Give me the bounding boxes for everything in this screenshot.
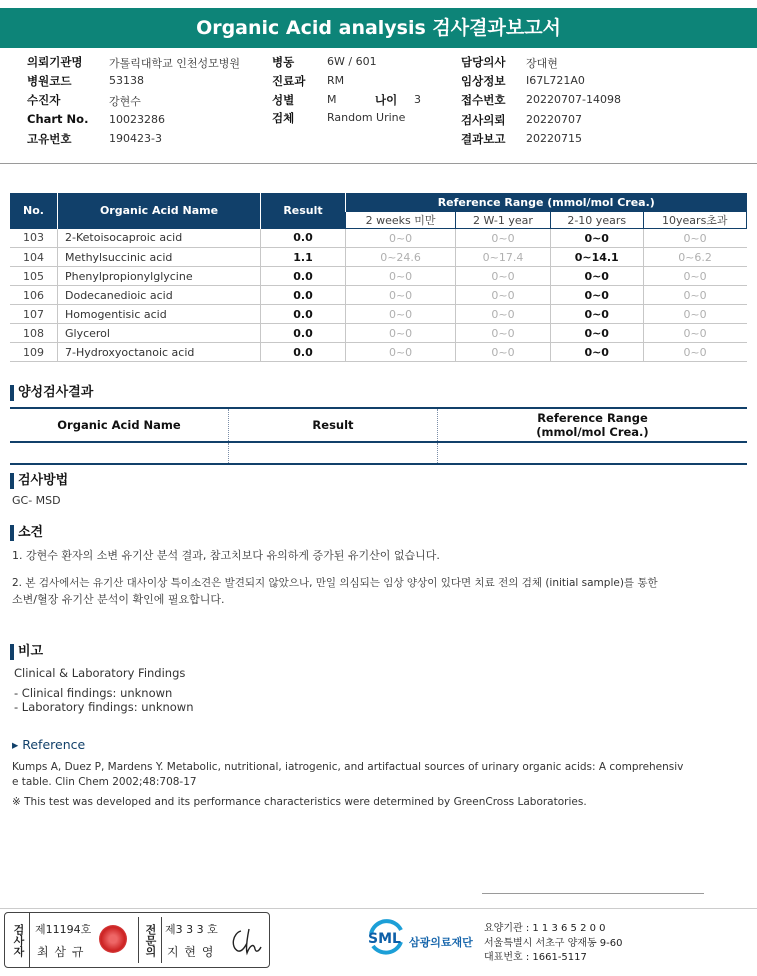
signature-icon (227, 925, 263, 957)
result-value: 0.0 (261, 343, 346, 362)
reference-range: 0~0 (643, 267, 746, 286)
acid-name: Dodecanedioic acid (58, 286, 261, 305)
reference-range: 0~0 (456, 343, 551, 362)
positive-heading (10, 381, 93, 401)
reference-range: 0~0 (346, 305, 456, 324)
logo-org-name: 삼광의료재단 (409, 936, 473, 949)
reference-range: 0~0 (643, 305, 746, 324)
reference-range: 0~0 (456, 324, 551, 343)
reference-range: 0~0 (456, 267, 551, 286)
reference-range: 0~24.6 (346, 248, 456, 267)
positive-heading-text: 양성검사결과 (18, 385, 94, 400)
col-result: Result (261, 193, 346, 229)
reference-range: 0~0 (346, 267, 456, 286)
col3-label: 검사의뢰 (461, 113, 506, 127)
col1-label: 수진자 (27, 93, 61, 107)
footer-divider (482, 893, 704, 894)
table-row (10, 305, 747, 324)
age-label: 나이 (375, 93, 398, 107)
reference-heading: ▸ Reference (12, 737, 86, 752)
col3-value: 20220707-14098 (526, 93, 621, 106)
acid-name: 2-Ketoisocaproic acid (58, 229, 261, 248)
tester-divider (29, 913, 30, 967)
remarks-heading (10, 640, 43, 660)
method-heading-text: 검사방법 (18, 473, 69, 488)
reference-range: 0~0 (643, 229, 746, 248)
reference-range: 0~17.4 (456, 248, 551, 267)
org-address: 서울특별시 서초구 양재동 9-60 (484, 938, 623, 949)
ref-age-group: 2 W-1 year (456, 212, 551, 229)
reference-line-2: e table. Clin Chem 2002;48:708-17 (12, 776, 197, 788)
pos-col-ref-line2: (mmol/mol Crea.) (536, 425, 649, 439)
reference-range: 0~0 (550, 229, 643, 248)
col3-value: 20220707 (526, 113, 582, 126)
acid-name: Homogentisic acid (58, 305, 261, 324)
result-value: 0.0 (261, 267, 346, 286)
col1-label: 고유번호 (27, 132, 72, 146)
ref-age-group: 10years초과 (643, 212, 746, 229)
col-reference: Reference Range (mmol/mol Crea.) (346, 193, 747, 212)
section-marker (10, 473, 14, 489)
col2-value: Random Urine (327, 111, 406, 124)
col2-value: 6W / 601 (327, 55, 377, 68)
remarks-line-3: - Laboratory findings: unknown (14, 700, 194, 714)
reference-range: 0~6.2 (643, 248, 746, 267)
reference-range: 0~0 (550, 324, 643, 343)
specialist-license: 제3 3 3 호 (165, 923, 218, 936)
pos-empty-cell (10, 442, 229, 464)
table-row (10, 267, 747, 286)
col1-value: 53138 (109, 74, 144, 87)
signature-box (4, 912, 270, 968)
findings-heading (10, 521, 43, 541)
reference-range: 0~0 (346, 229, 456, 248)
reference-range: 0~0 (550, 343, 643, 362)
method-heading (10, 469, 68, 489)
remarks-line-2: - Clinical findings: unknown (14, 686, 173, 700)
reference-range: 0~0 (643, 324, 746, 343)
reference-range: 0~0 (456, 229, 551, 248)
findings-line-2a: 2. 본 검사에서는 유기산 대사이상 특이소견은 발견되지 않았으나, 만일 의심되는 임상 양상이 있다면 치료 전의 검체 (initial sample)를 통한 (12, 577, 658, 589)
reference-range: 0~0 (643, 286, 746, 305)
reference-range: 0~0 (550, 267, 643, 286)
acid-name: Methylsuccinic acid (58, 248, 261, 267)
row-number: 104 (10, 248, 58, 267)
findings-line-2b: 소변/혈장 유기산 분석이 확인에 필요합니다. (12, 593, 225, 606)
org-code: 요양기관 : 1 1 3 6 5 2 0 0 (484, 923, 606, 934)
acid-name: 7-Hydroxyoctanoic acid (58, 343, 261, 362)
positive-table (10, 407, 747, 465)
row-number: 109 (10, 343, 58, 362)
reference-range: 0~0 (346, 343, 456, 362)
findings-line-1: 1. 강현수 환자의 소변 유기산 분석 결과, 참고치보다 유의하게 증가된 유기산이 없습니다. (12, 549, 440, 562)
col1-value: 10023286 (109, 113, 165, 126)
result-value: 0.0 (261, 305, 346, 324)
result-value: 0.0 (261, 229, 346, 248)
remarks-heading-text: 비고 (18, 644, 44, 659)
pos-empty-cell (438, 442, 748, 464)
ref-age-group: 2-10 years (550, 212, 643, 229)
reference-range: 0~14.1 (550, 248, 643, 267)
col3-label: 결과보고 (461, 132, 506, 146)
col2-label: 병동 (272, 55, 295, 69)
col2-value: M (327, 93, 337, 106)
pos-col-name: Organic Acid Name (10, 408, 229, 442)
section-marker (10, 385, 14, 401)
age-value: 3 (414, 93, 421, 106)
col2-label: 진료과 (272, 74, 306, 88)
reference-range: 0~0 (346, 324, 456, 343)
reference-range: 0~0 (550, 305, 643, 324)
tester-name: 최 삼 규 (37, 945, 85, 959)
reference-range: 0~0 (456, 286, 551, 305)
seal-stamp-icon (99, 925, 127, 953)
table-row (10, 229, 747, 248)
row-number: 103 (10, 229, 58, 248)
col3-value: 장대현 (526, 57, 558, 70)
col1-value: 190423-3 (109, 132, 162, 145)
col-name: Organic Acid Name (58, 193, 261, 229)
row-number: 106 (10, 286, 58, 305)
findings-heading-text: 소견 (18, 525, 44, 540)
col3-value: 20220715 (526, 132, 582, 145)
results-table (10, 193, 747, 362)
row-number: 107 (10, 305, 58, 324)
pos-empty-cell (229, 442, 438, 464)
reference-range: 0~0 (550, 286, 643, 305)
col1-value: 가톨릭대학교 인천성모병원 (109, 57, 241, 70)
col1-label: Chart No. (27, 112, 89, 126)
pos-col-result: Result (229, 408, 438, 442)
acid-name: Glycerol (58, 324, 261, 343)
reference-range: 0~0 (456, 305, 551, 324)
table-row (10, 286, 747, 305)
acid-name: Phenylpropionylglycine (58, 267, 261, 286)
logo-sml-text: SML (368, 931, 401, 947)
col2-label: 성별 (272, 93, 295, 107)
result-value: 0.0 (261, 286, 346, 305)
reference-range: 0~0 (643, 343, 746, 362)
section-marker (10, 644, 14, 660)
col1-label: 의뢰기관명 (27, 55, 83, 69)
specialist-title: 전문의 (138, 917, 162, 963)
col3-label: 임상정보 (461, 74, 506, 88)
footer-divider (0, 908, 757, 909)
pos-col-ref-line1: Reference Range (537, 411, 648, 425)
result-value: 0.0 (261, 324, 346, 343)
tester-license: 제11194호 (35, 923, 92, 936)
result-value: 1.1 (261, 248, 346, 267)
org-tel: 대표번호 : 1661-5117 (484, 952, 587, 963)
patient-info (0, 54, 757, 154)
pos-col-reference (438, 408, 748, 442)
table-row (10, 324, 747, 343)
report-title: Organic Acid analysis 검사결과보고서 (0, 8, 757, 48)
reference-line-1: Kumps A, Duez P, Mardens Y. Metabolic, nutritional, iatrogenic, and artifactual sources of urinary organic acids: A comprehensiv (12, 761, 684, 773)
row-number: 108 (10, 324, 58, 343)
col3-label: 담당의사 (461, 55, 506, 69)
col3-value: I67L721A0 (526, 74, 585, 87)
method-text: GC- MSD (12, 494, 61, 507)
header-divider (0, 163, 757, 164)
reference-range: 0~0 (346, 286, 456, 305)
reference-note: ※ This test was developed and its performance characteristics were determined by GreenCross Laboratories. (12, 796, 587, 808)
specialist-name: 지 현 영 (167, 945, 215, 959)
table-row (10, 248, 747, 267)
remarks-line-1: Clinical & Laboratory Findings (14, 666, 186, 680)
tester-title: 검사자 (12, 923, 25, 957)
col1-value: 강현수 (109, 95, 141, 108)
table-row (10, 343, 747, 362)
col2-value: RM (327, 74, 345, 87)
col2-label: 검체 (272, 111, 295, 125)
ref-age-group: 2 weeks 미만 (346, 212, 456, 229)
col3-label: 접수번호 (461, 93, 506, 107)
col1-label: 병원코드 (27, 74, 72, 88)
col-no: No. (10, 193, 58, 229)
section-marker (10, 525, 14, 541)
row-number: 105 (10, 267, 58, 286)
